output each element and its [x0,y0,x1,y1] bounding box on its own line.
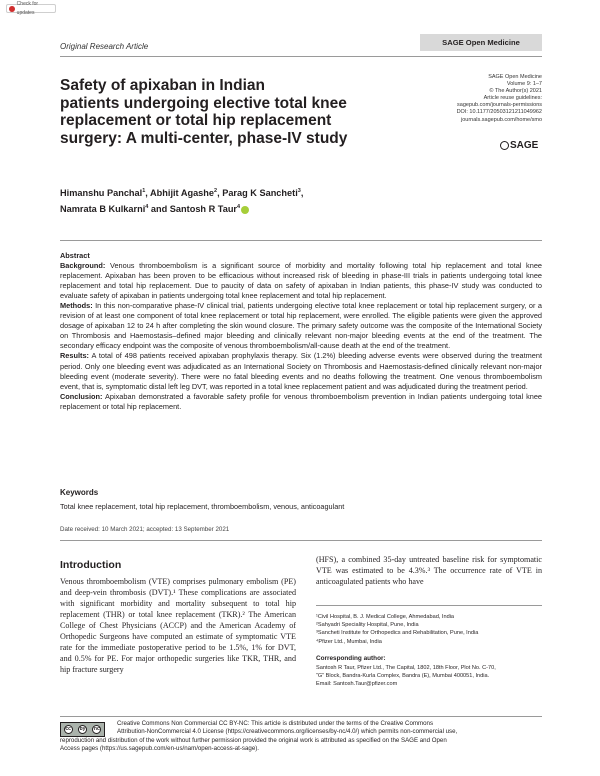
article-type: Original Research Article [60,42,149,51]
affiliation-item: ²Sahyadri Speciality Hospital, Pune, India [316,622,419,629]
author-line [60,200,303,216]
methods-label: Methods: [60,301,93,311]
meta-permissions-link[interactable]: sagepub.com/journals-permissions [457,102,542,109]
header-divider [60,56,542,57]
article-metadata [404,74,542,124]
corr-email[interactable]: Email: Santosh.Taur@pfizer.com [316,681,398,688]
check-updates-label: Check for updates [16,0,39,16]
author-separator: , [217,188,223,199]
abstract-results [60,351,542,391]
license-line: reproduction and distribution of the work without further permission provided the original work is attributed as specified on the SAGE and Open [60,736,447,744]
author-affiliation-mark: 4 [145,204,149,211]
conclusion-text: Apixaban demonstrated a favorable safety profile for venous thromboembolism prevention in Indian patients undergoing total knee replacement or total hip replacement. [60,391,542,411]
corr-line: Santosh R Taur, Pfizer Ltd., The Capital, 1802, 18th Floor, Plot No. C-70, [316,665,496,671]
author-affiliation-mark: 1 [142,188,146,194]
license-statement [60,720,542,753]
by-icon: by [79,726,86,732]
author-affiliation-mark: 2 [214,188,218,194]
abstract-divider [60,240,542,241]
corresponding-author-heading: Corresponding author: [316,655,386,662]
abstract-conclusion [60,392,542,412]
keywords-text: Total knee replacement, total hip replacement, thromboembolism, venous, anticoagulant [60,502,345,511]
meta-journal: SAGE Open Medicine [488,74,542,80]
author-separator: , [300,188,304,199]
author-name[interactable]: Abhijit Agashe [150,188,215,199]
results-text: A total of 498 patients received apixaban prophylaxis therapy. Six (1.2%) bleeding adverse events were observed during the treatment period. Only one bleeding event was adjudicated as an International Society on Thrombosis and Haemostasis-defined clinically relevant non-major bleeding event (moderate severity). There were no fatal bleeding events and no deaths following the treatment. One venous thromboembolism event, that is, symptomatic distal left leg DVT, was reported in a total knee replacement patient and was adjudicated during the treatment period. [60,351,542,391]
author-name[interactable]: Namrata B Kulkarni [60,204,146,215]
meta-volume: Volume 9: 1–7 [506,81,542,88]
results-label: Results: [60,351,89,361]
affiliation-item: ¹Civil Hospital, B. J. Medical College, Ahmedabad, India [316,614,455,620]
license-line: Attribution-NonCommercial 4.0 License (https://creativecommons.org/licenses/by-nc/4.0/) which permits non-commercial use, [117,728,458,736]
abstract-methods [60,301,542,351]
background-text: Venous thromboembolism is a significant source of morbidity and mortality following total hip replacement and total knee replacement. Apixaban has been proven to be efficacious without increased risk of bleeding in phase-III trials in patients undergoing total knee replacement and total hip replacement. Due to paucity of data on safety of apixaban in Indian patients, this phase-IV study was conducted to evaluate safety of apixaban in patients undergoing total knee replacement and total hip replacement. [60,261,542,301]
author-name[interactable]: Parag K Sancheti [222,188,298,199]
author-affiliation-mark: 4 [237,204,241,211]
author-name[interactable]: Himanshu Panchal [60,188,143,199]
meta-copyright: © The Author(s) 2021 [489,88,542,95]
update-icon [9,6,15,12]
methods-text: In this non-comparative phase-IV clinical trial, patients undergoing elective total knee replacement or total hip replacement surgery, or a revision of at least one component of total knee replacement or total hip replacement, were enrolled. The eligible patients were given the approved dosage of apixaban 12 to 24 h after completing the skin wound closure. The primary safety outcome was the composite of the International Society on Thrombosis and Haemostasis–defined major bleeding and clinically relevant non-major bleeding events at the end of the treatment. The secondary efficacy endpoint was the composite of venous thromboembolism/all-cause death at the end of the treatment. [60,301,543,351]
meta-journal-link[interactable]: journals.sagepub.com/home/smo [460,116,542,123]
sage-logo [500,140,538,151]
author-separator: , [145,188,151,199]
affiliations [316,613,542,646]
sage-mark-icon [500,141,509,150]
abstract-heading: Abstract [60,251,90,260]
abstract-background [60,261,542,301]
meta-doi[interactable]: DOI: 10.1177/20503121211049962 [456,109,542,116]
author-name[interactable]: Santosh R Taur [169,204,238,215]
title-line: replacement or total hip replacement [60,112,332,129]
introduction-heading: Introduction [60,559,122,571]
sage-logo-text: SAGE [510,140,539,151]
author-affiliation-mark: 3 [297,188,301,194]
author-line [60,184,303,200]
keywords-heading: Keywords [60,488,99,497]
received-accepted-dates: Date received: 10 March 2021; accepted: 13 September 2021 [60,526,230,533]
introduction-left-column: Venous thromboembolism (VTE) comprises pulmonary embolism (PE) and deep-vein thrombosis (DVT).¹ These complications are associated with significant morbidity and mortality subsequent to total hip replacement (THR) or total knee replacement (TKR).² The American College of Chest Physicians (ACCP) and the American Academy of Orthopedic Surgeons have computed an estimate of symptomatic VTE rate for the immediate postoperative period to be 1.5%, 1% for DVT, and 0.5% for PE. For major orthopedic surgeries like TKR, THR, and hip fracture surgery [60,577,296,675]
abstract-section [60,251,542,412]
author-separator: and [148,204,170,215]
journal-name-bar: SAGE Open Medicine [420,34,542,51]
corresponding-author [316,664,542,689]
background-label: Background: [60,261,106,271]
introduction-right-column: (HFS), a combined 35-day untreated baseline risk for symptomatic VTE was estimated to be 4.3%.³ The occurrence rate of VTE in anticoagulated patients who have [316,555,542,587]
cc-icon: cc [65,726,71,732]
orcid-icon[interactable] [241,206,249,214]
affiliation-item: ⁴Pfizer Ltd., Mumbai, India [316,638,382,645]
title-line: patients undergoing elective total knee [60,94,347,112]
license-divider [60,716,542,717]
author-list [60,184,303,216]
footnote-divider [316,605,542,606]
conclusion-label: Conclusion: [60,391,103,401]
corr-line: “G” Block, Bandra-Kurla Complex, Bandra (E), Mumbai 400051, India. [316,673,490,680]
title-line: Safety of apixaban in Indian [60,77,265,94]
license-line: Creative Commons Non Commercial CC BY-NC: This article is distributed under the terms of the Creative Commons [117,720,434,727]
body-divider [60,540,542,541]
article-title [60,77,390,147]
title-line: surgery: A multi-center, phase-IV study [60,129,348,147]
nc-icon: nc [93,726,100,732]
license-line: Access pages (https://us.sagepub.com/en-us/nam/open-access-at-sage). [60,744,259,752]
affiliation-item: ³Sancheti Institute for Orthopedics and Rehabilitation, Pune, India [316,630,479,637]
check-for-updates-badge[interactable] [6,0,56,16]
meta-reuse-label: Article reuse guidelines: [483,95,542,102]
